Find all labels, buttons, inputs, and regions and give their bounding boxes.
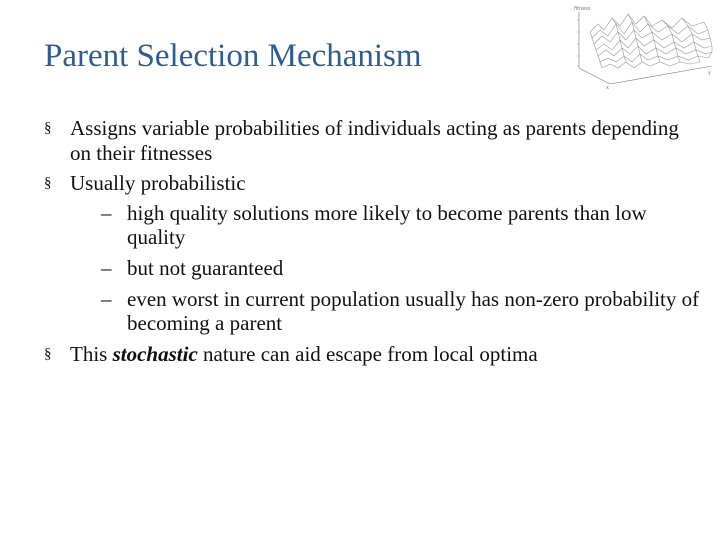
bullet-emphasis: stochastic: [112, 341, 198, 366]
dash-marker-icon: –: [101, 200, 112, 225]
bullet-marker-icon: §: [44, 175, 52, 192]
bullet-item: [44, 116, 704, 165]
sub-bullet-item: [70, 256, 704, 281]
fitness-landscape-thumbnail: [572, 2, 718, 90]
thumb-x-label: x: [606, 85, 609, 90]
bullet-item: [44, 342, 704, 367]
bullet-text-prefix: This: [70, 341, 113, 366]
sub-bullet-item: [70, 201, 704, 250]
dash-marker-icon: –: [101, 286, 112, 311]
thumb-axis-title: fitness: [574, 6, 591, 12]
sub-bullet-text: but not guaranteed: [127, 255, 284, 280]
bullet-marker-icon: §: [44, 345, 52, 362]
sub-bullet-list: [70, 201, 704, 336]
bullet-marker-icon: §: [44, 120, 52, 136]
sub-bullet-item: [70, 287, 704, 336]
sub-bullet-text: even worst in current population usually has non-zero probability of becoming a parent: [127, 286, 700, 336]
bullet-text-suffix: nature can aid escape from local optima: [197, 341, 538, 366]
dash-marker-icon: –: [101, 255, 112, 280]
bullet-text: Usually probabilistic: [70, 171, 246, 196]
slide-title: Parent Selection Mechanism: [44, 38, 422, 74]
sub-bullet-text: high quality solutions more likely to become parents than low quality: [127, 200, 647, 250]
bullet-item: [44, 171, 704, 336]
bullet-list: [44, 116, 704, 372]
bullet-text: Assigns variable probabilities of individuals acting as parents depending on their fitnesses: [70, 116, 679, 165]
thumb-y-label: y: [708, 70, 711, 76]
